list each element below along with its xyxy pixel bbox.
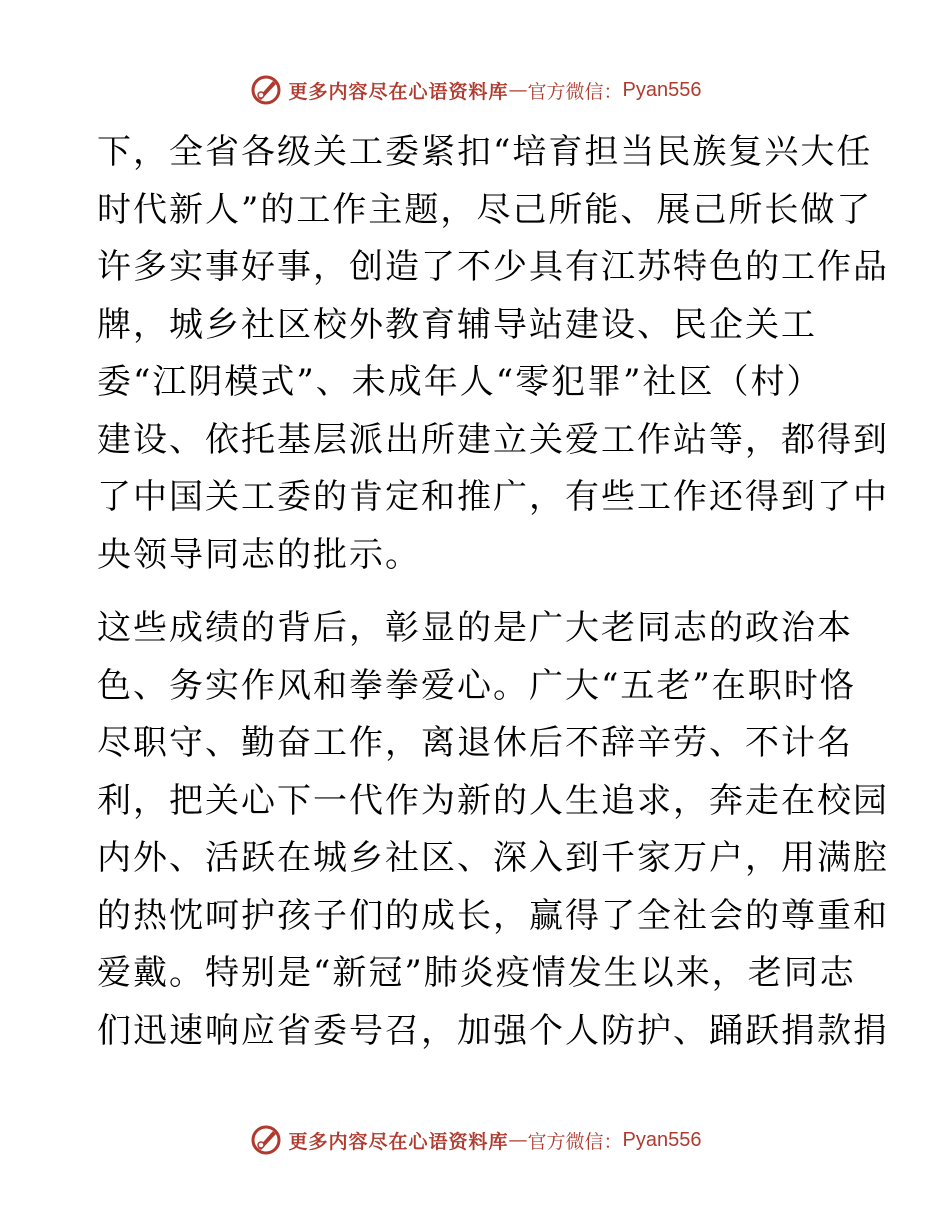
text-line: 委“江阴模式”、未成年人“零犯罪”社区（村） [97,362,823,402]
footer-wechat-id: Pyan556 [622,1128,702,1151]
text-line: 下，全省各级关工委紧扣“培育担当民族复兴大任 [97,132,873,172]
header-wechat-label: 官方微信： [527,80,623,103]
text-line: 许多实事好事，创造了不少具有江苏特色的工作品 [97,247,889,287]
quill-circle-icon [249,73,283,107]
header-brand-text: 更多内容尽在心语资料库 [288,80,509,103]
paragraph-2 [97,600,889,1060]
footer-banner [0,1120,950,1160]
footer-dash: — [508,1129,528,1151]
text-line: 爱戴。特别是“新冠”肺炎疫情发生以来，老同志 [97,953,856,993]
text-line: 的热忱呵护孩子们的成长，赢得了全社会的尊重和 [97,895,889,936]
text-line: 这些成绩的背后，彰显的是广大老同志的政治本 [97,608,853,648]
header-dash: — [508,79,528,101]
text-line: 们迅速响应省委号召，加强个人防护、踊跃捐款捐 [97,1010,889,1051]
text-line: 牌，城乡社区校外教育辅导站建设、民企关工 [97,304,817,345]
text-line: 内外、活跃在城乡社区、深入到千家万户，用满腔 [97,838,889,878]
paragraph-1 [97,124,889,584]
text-line: 色、务实作风和拳拳爱心。广大“五老”在职时恪 [97,665,856,706]
text-line: 利，把关心下一代作为新的人生追求，奔走在校园 [97,780,889,821]
footer-wechat-label: 官方微信： [527,1130,623,1153]
text-line: 时代新人”的工作主题，尽己所能、展己所长做了 [97,189,873,230]
document-body [97,124,889,1060]
text-line: 尽职守、勤奋工作，离退休后不辞辛劳、不计名 [97,723,853,763]
text-line: 央领导同志的批示。 [97,534,421,575]
header-wechat-id: Pyan556 [622,78,702,101]
footer-brand-text: 更多内容尽在心语资料库 [288,1130,509,1153]
quill-circle-icon [249,1123,283,1157]
header-banner [0,70,950,110]
text-line: 了中国关工委的肯定和推广，有些工作还得到了中 [97,477,889,517]
text-line: 建设、依托基层派出所建立关爱工作站等，都得到 [97,419,889,460]
